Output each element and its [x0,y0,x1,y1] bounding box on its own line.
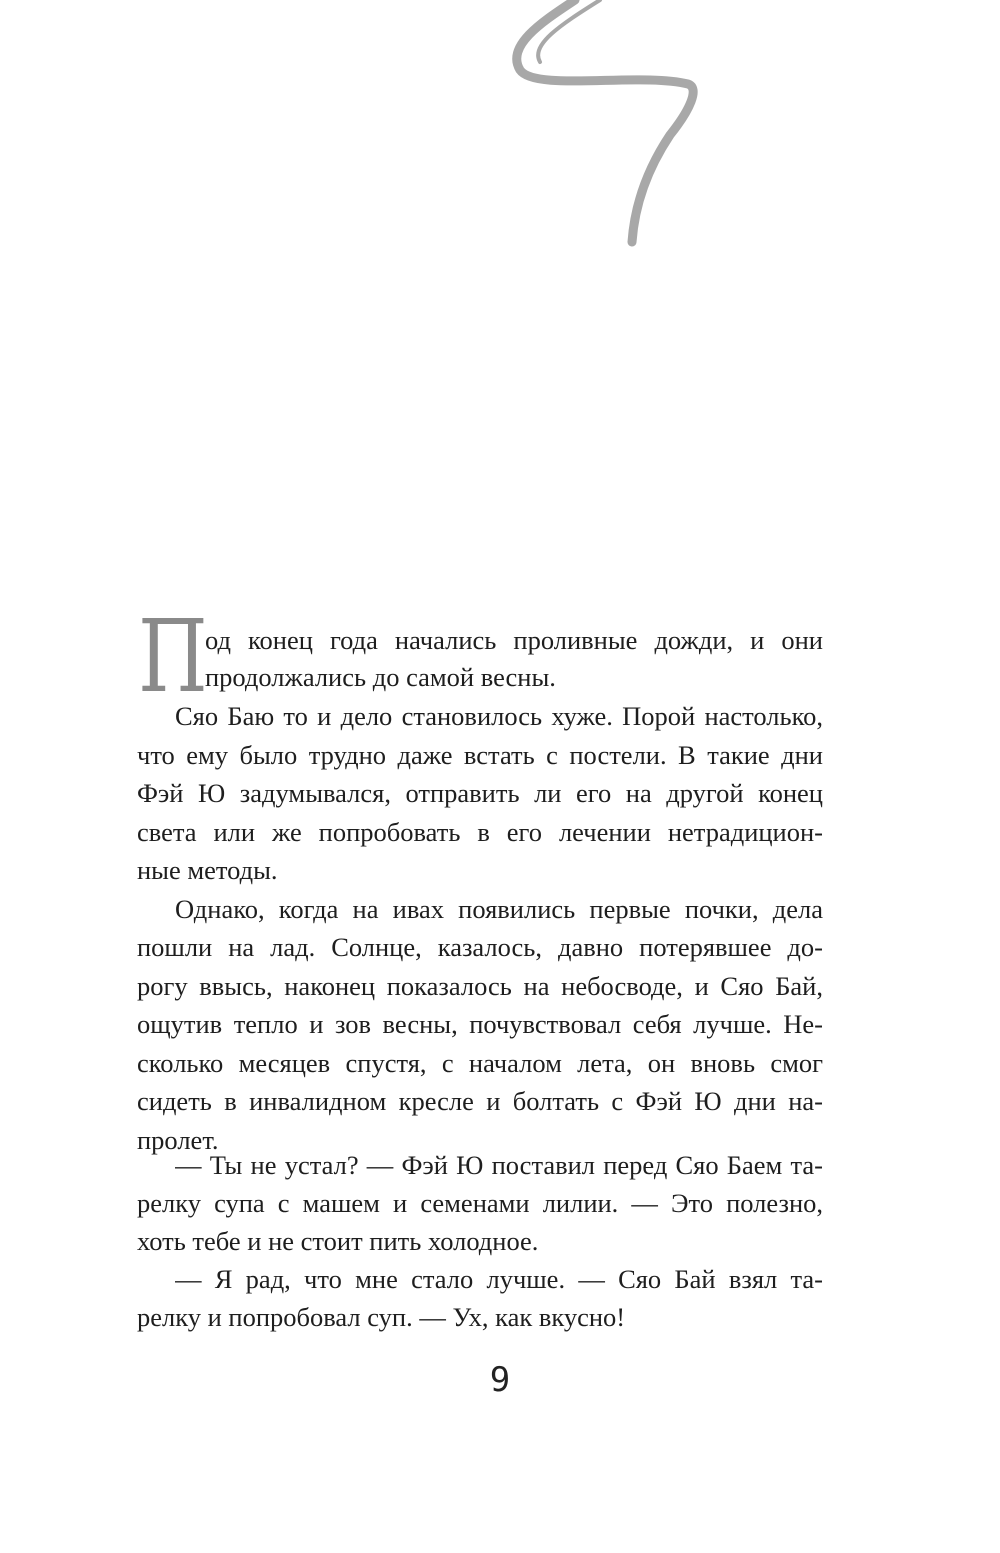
text-line: — Ты не устал? — Фэй Ю поставил перед Сяо Баем та- [175,1150,823,1180]
text-line: Однако, когда на ивах появились первые почки, дела [175,894,823,924]
text-line: что ему было трудно даже встать с постели. В такие дни [137,740,823,770]
text-line: од конец года начались проливные дожди, и они [205,625,823,655]
text-line: Фэй Ю задумывался, отправить ли его на другой конец [137,778,823,808]
text-line: ные методы. [137,855,278,885]
text-line: рогу ввысь, наконец показалось на небосводе, и Сяо Бай, [137,971,823,1001]
drop-cap: П [138,598,208,715]
text-line: Сяо Баю то и дело становилось хуже. Порой настолько, [175,701,823,731]
text-line: пошли на лад. Солнце, казалось, давно потерявшее до- [137,932,823,962]
text-line: сидеть в инвалидном кресле и болтать с Фэй Ю дни на- [137,1086,823,1116]
text-line: пролет. [137,1125,219,1155]
text-line: — Я рад, что мне стало лучше. — Сяо Бай взял та- [175,1264,823,1294]
text-line: сколько месяцев спустя, с началом лета, он вновь смог [137,1048,823,1078]
page-number: 9 [489,1360,511,1400]
text-line: продолжались до самой весны. [205,662,556,692]
text-line: релку супа с машем и семенами лилии. — Это полезно, [137,1188,823,1218]
decorative-swoosh [0,0,1000,260]
text-line: ощутив тепло и зов весны, почувствовал себя лучше. Не- [137,1009,823,1039]
text-line: света или же попробовать в его лечении нетрадицион- [137,817,823,847]
text-line: хоть тебе и не стоит пить холодное. [137,1226,539,1256]
text-line: релку и попробовал суп. — Ух, как вкусно! [137,1302,626,1332]
